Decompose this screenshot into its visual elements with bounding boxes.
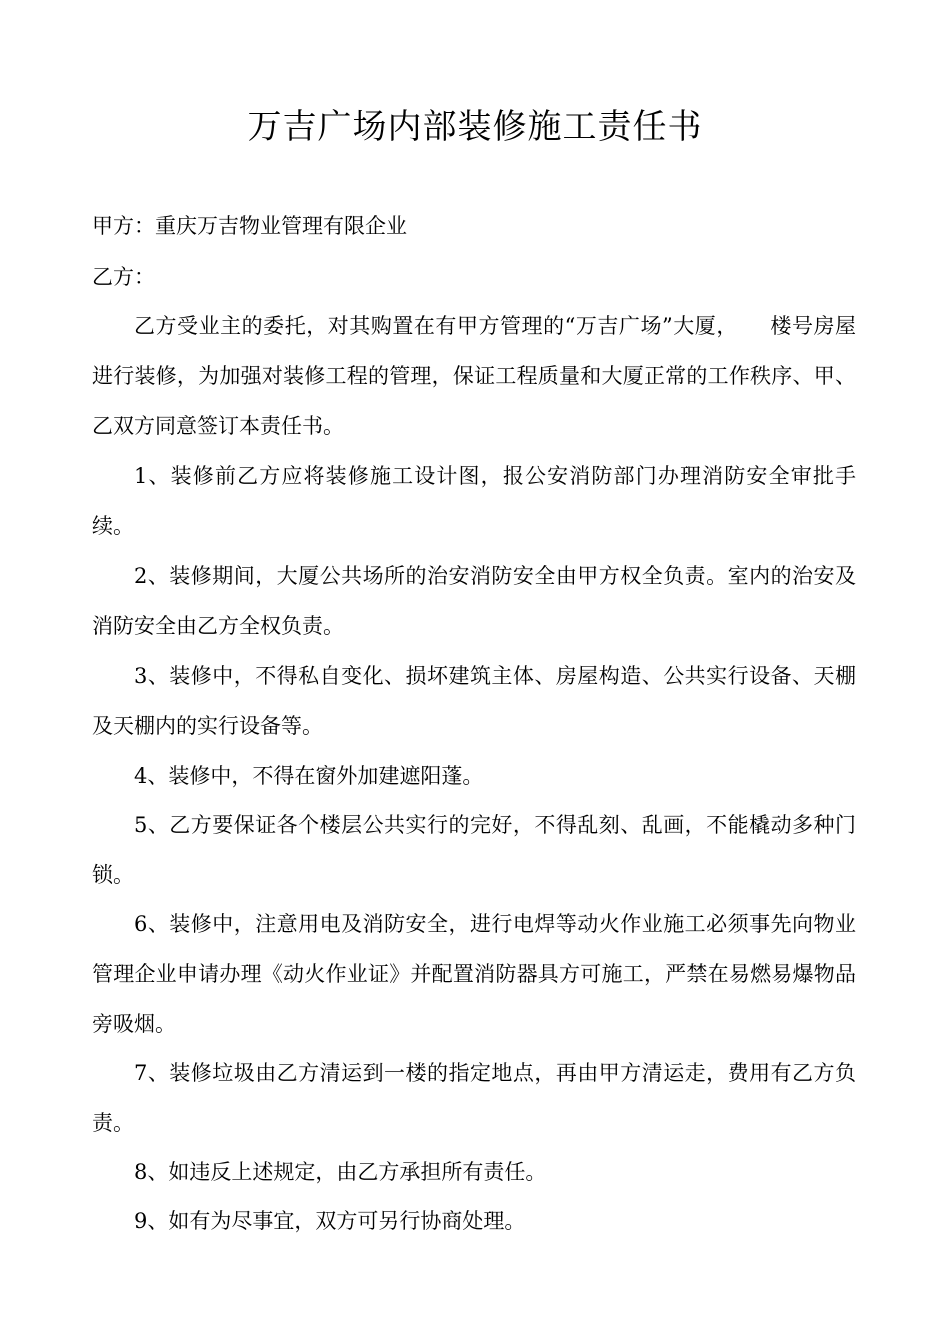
clause-2: 2、装修期间，大厦公共场所的治安消防安全由甲方权全负责。室内的治安及消防安全由乙方全权负责。: [92, 564, 856, 638]
clause-9: 9、如有为尽事宜，双方可另行协商处理。: [134, 1209, 526, 1233]
clause-8: 8、如违反上述规定，由乙方承担所有责任。: [134, 1160, 547, 1184]
party-b-line: 乙方：: [92, 265, 155, 289]
intro-paragraph: 乙方受业主的委托，对其购置在有甲方管理的“万吉广场”大厦， 楼号房屋进行装修，为加强对装修工程的管理，保证工程质量和大厦正常的工作秩序、甲、乙双方同意签订本责任书。: [92, 314, 856, 438]
clause-7: 7、装修垃圾由乙方清运到一楼的指定地点，再由甲方清运走，费用有乙方负责。: [92, 1061, 856, 1135]
party-a-line: 甲方：重庆万吉物业管理有限企业: [92, 214, 407, 238]
clause-3: 3、装修中，不得私自变化、损坏建筑主体、房屋构造、公共实行设备、天棚及天棚内的实行设备等。: [92, 664, 856, 738]
clause-5: 5、乙方要保证各个楼层公共实行的完好，不得乱刻、乱画，不能橇动多种门锁。: [92, 813, 856, 887]
clause-6: 6、装修中，注意用电及消防安全，进行电焊等动火作业施工必须事先向物业管理企业申请办理《动火作业证》并配置消防器具方可施工，严禁在易燃易爆物品旁吸烟。: [92, 912, 856, 1036]
document-title: 万吉广场内部装修施工责任书: [247, 107, 703, 147]
clause-4: 4、装修中，不得在窗外加建遮阳蓬。: [134, 764, 484, 788]
clause-1: 1、装修前乙方应将装修施工设计图，报公安消防部门办理消防安全审批手续。: [92, 464, 856, 538]
